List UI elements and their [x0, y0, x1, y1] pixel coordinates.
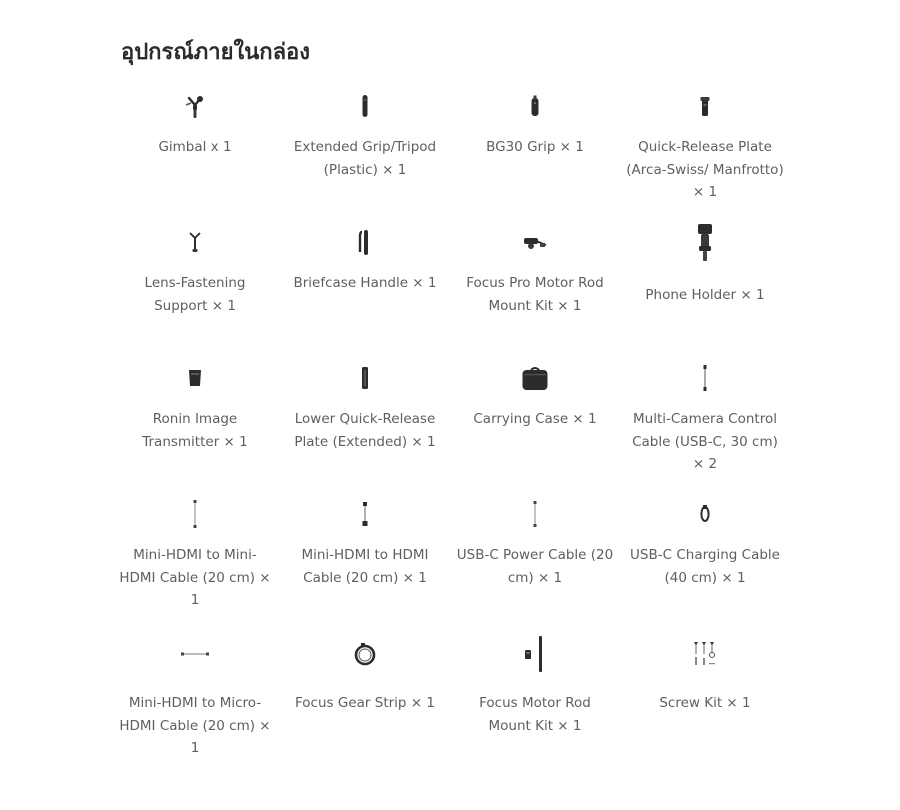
lens-support-icon: [110, 222, 280, 262]
hdmi-cable-icon: [280, 494, 450, 534]
motor-rod-mount-icon: [450, 222, 620, 262]
quick-release-plate-icon: [620, 86, 790, 126]
usbc-power-cable-icon: [450, 494, 620, 534]
item-label: Focus Pro Motor Rod Mount Kit × 1: [466, 275, 604, 314]
item-label: Carrying Case × 1: [473, 411, 597, 427]
focus-motor-mount-icon: [450, 634, 620, 674]
extended-grip-icon: [280, 86, 450, 126]
carrying-case-icon: [450, 358, 620, 398]
item-label: USB-C Charging Cable (40 cm) × 1: [630, 547, 780, 586]
usbc-charging-cable-icon: [620, 494, 790, 534]
mini-hdmi-cable-icon: [110, 494, 280, 534]
focus-gear-strip-icon: [280, 634, 450, 674]
item-label: USB-C Power Cable (20 cm) × 1: [456, 547, 614, 586]
gimbal-icon: [110, 86, 280, 126]
item-label: Phone Holder × 1: [645, 287, 765, 303]
image-transmitter-icon: [110, 358, 280, 398]
control-cable-icon: [620, 358, 790, 398]
item-label: Mini-HDMI to Micro-HDMI Cable (20 cm) × 1: [119, 695, 271, 756]
item-label: Focus Gear Strip × 1: [295, 695, 435, 711]
item-label: Screw Kit × 1: [659, 695, 751, 711]
screw-kit-icon: [620, 634, 790, 674]
phone-holder-icon: [620, 218, 790, 266]
item-label: Mini-HDMI to Mini-HDMI Cable (20 cm) × 1: [119, 547, 271, 608]
bg30-grip-icon: [450, 86, 620, 126]
item-label: Lens-Fastening Support × 1: [144, 275, 246, 314]
item-label: Extended Grip/Tripod (Plastic) × 1: [293, 139, 437, 178]
item-label: Briefcase Handle × 1: [293, 275, 437, 291]
page-title: อุปกรณ์ภายในกล่อง: [121, 40, 311, 65]
item-label: Focus Motor Rod Mount Kit × 1: [479, 695, 591, 734]
item-label: Gimbal x 1: [158, 139, 232, 155]
lower-plate-icon: [280, 358, 450, 398]
item-label: Lower Quick-Release Plate (Extended) × 1: [294, 411, 436, 450]
item-label: Multi-Camera Control Cable (USB-C, 30 cm) × 2: [632, 411, 778, 472]
micro-hdmi-cable-icon: [110, 634, 280, 674]
briefcase-handle-icon: [280, 222, 450, 262]
item-label: Mini-HDMI to HDMI Cable (20 cm) × 1: [301, 547, 429, 586]
item-label: BG30 Grip × 1: [486, 139, 584, 155]
item-label: Ronin Image Transmitter × 1: [142, 411, 248, 450]
item-label: Quick-Release Plate (Arca-Swiss/ Manfrotto) × 1: [626, 139, 784, 200]
